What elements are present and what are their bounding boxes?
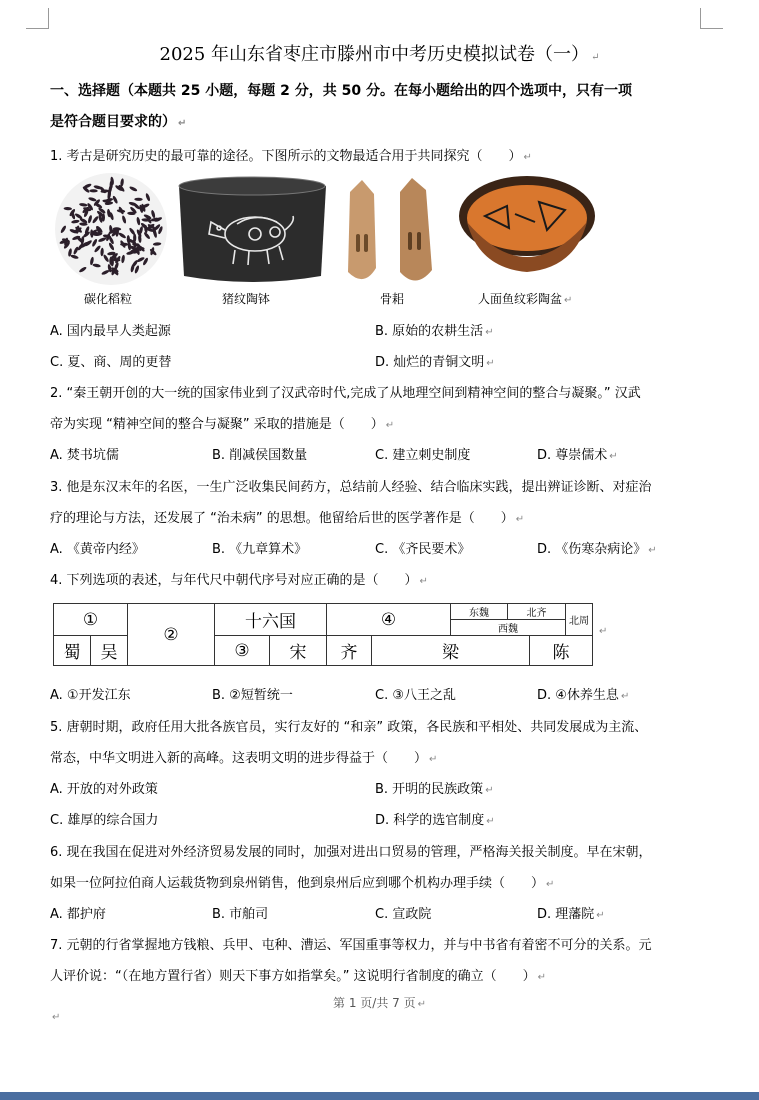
timeline-dongwei: 东魏	[451, 604, 508, 620]
q1-option-c[interactable]: C. 夏、商、周的更替	[50, 355, 172, 370]
timeline-song: 宋	[270, 636, 327, 666]
timeline-qi: 齐	[327, 636, 372, 666]
q3-option-b[interactable]: B. 《九章算术》	[212, 542, 308, 557]
q1-option-d[interactable]: D. 灿烂的青铜文明 ↵	[375, 355, 495, 370]
timeline-xiwei: 西魏	[451, 620, 566, 636]
q3-option-c[interactable]: C. 《齐民要术》	[375, 542, 471, 557]
pig-pattern-pottery-image	[175, 172, 330, 290]
timeline-north-cell	[451, 604, 593, 636]
question-1-stem: 1. 考古是研究历史的最可靠的途径。下图所示的文物最适合用于共同探究（ ） ↵	[50, 149, 532, 164]
table-para-mark: ↵	[599, 626, 608, 637]
question-4-stem: 4. 下列选项的表述，与年代尺中朝代序号对应正确的是（ ） ↵	[50, 573, 428, 588]
timeline-beizhou: 北周	[569, 616, 589, 627]
dynasty-timeline-table	[53, 603, 593, 666]
timeline-marker-2: ②	[128, 604, 215, 666]
q2-option-b[interactable]: B. 削减侯国数量	[212, 448, 308, 463]
window-bottom-bar	[0, 1092, 759, 1100]
timeline-chen: 陈	[530, 636, 593, 666]
timeline-beiqi: 北齐	[508, 604, 566, 620]
human-face-fish-basin-image	[455, 172, 600, 290]
caption-bone-plough: 骨耜	[380, 292, 405, 306]
q1-option-b[interactable]: B. 原始的农耕生活 ↵	[375, 324, 494, 339]
q5-option-c[interactable]: C. 雄厚的综合国力	[50, 813, 159, 828]
q5-option-d[interactable]: D. 科学的选官制度 ↵	[375, 813, 495, 828]
q6-option-b[interactable]: B. 市舶司	[212, 907, 269, 922]
section-heading-cont: 是符合题目要求的） ↵	[50, 114, 187, 130]
q4-option-d[interactable]: D. ④休养生息 ↵	[537, 688, 630, 703]
q6-option-c[interactable]: C. 宣政院	[375, 907, 432, 922]
question-2-line1: 2. “秦王朝开创的大一统的国家伟业到了汉武帝时代,完成了从地理空间到精神空间的整合与凝聚。” 汉武	[50, 386, 641, 401]
q6-option-d[interactable]: D. 理藩院 ↵	[537, 907, 605, 922]
timeline-marker-4: ④	[327, 604, 451, 636]
question-2-line2: 帝为实现 “精神空间的整合与凝聚” 采取的措施是（ ） ↵	[50, 417, 395, 432]
caption-fish-basin: 人面鱼纹彩陶盆 ↵	[478, 292, 573, 306]
timeline-marker-1: ①	[54, 604, 128, 636]
q3-option-a[interactable]: A. 《黄帝内经》	[50, 542, 145, 557]
corner-mark-left	[26, 8, 49, 29]
timeline-shu: 蜀	[54, 636, 91, 666]
q5-option-b[interactable]: B. 开明的民族政策 ↵	[375, 782, 494, 797]
question-7-line1: 7. 元朝的行省掌握地方钱粮、兵甲、屯种、漕运、军国重事等权力，并与中书省有着密不可分的关系。元	[50, 938, 652, 953]
bone-plough-image	[340, 172, 448, 290]
q5-option-a[interactable]: A. 开放的对外政策	[50, 782, 158, 797]
trailing-para-mark: ↵	[52, 1012, 61, 1023]
section-heading: 一、选择题（本题共 25 小题，每题 2 分，共 50 分。在每小题给出的四个选项中，只有一项	[50, 83, 632, 99]
caption-pig-pottery: 猪纹陶钵	[222, 292, 271, 306]
q4-option-a[interactable]: A. ①开发江东	[50, 688, 131, 703]
question-3-line2: 疗的理论与方法，还发展了 “治未病” 的思想。他留给后世的医学著作是（ ） ↵	[50, 511, 525, 526]
question-7-line2: 人评价说：“（在地方置行省）则天下事方如指掌矣。” 这说明行省制度的确立（ ） ↵	[50, 969, 546, 984]
timeline-sixteen-kingdoms: 十六国	[215, 604, 327, 636]
caption-carbonized-rice: 碳化稻粒	[84, 292, 133, 306]
q6-option-a[interactable]: A. 都护府	[50, 907, 106, 922]
timeline-northern-dynasties	[451, 604, 592, 635]
document-title: 2025 年山东省枣庄市滕州市中考历史模拟试卷（一） ↵	[159, 44, 600, 65]
q4-option-b[interactable]: B. ②短暂统一	[212, 688, 293, 703]
q1-option-a[interactable]: A. 国内最早人类起源	[50, 324, 171, 339]
timeline-liang: 梁	[372, 636, 530, 666]
question-5-line1: 5. 唐朝时期，政府任用大批各族官员，实行友好的 “和亲” 政策，各民族和平相处、共同发展成为主流、	[50, 720, 648, 735]
question-6-line1: 6. 现在我国在促进对外经济贸易发展的同时，加强对进出口贸易的管理，严格海关报关制度。早在宋朝，	[50, 845, 652, 860]
q3-option-d[interactable]: D. 《伤寒杂病论》 ↵	[537, 542, 657, 557]
timeline-marker-3: ③	[215, 636, 270, 666]
question-5-line2: 常态，中华文明进入新的高峰。这表明文明的进步得益于（ ） ↵	[50, 751, 438, 766]
carbonized-rice-image	[50, 172, 172, 290]
q2-option-d[interactable]: D. 尊崇儒术 ↵	[537, 448, 618, 463]
q2-option-a[interactable]: A. 焚书坑儒	[50, 448, 119, 463]
timeline-wu: 吴	[91, 636, 128, 666]
q2-option-c[interactable]: C. 建立刺史制度	[375, 448, 471, 463]
corner-mark-right	[700, 8, 723, 29]
page-footer: 第 1 页/共 7 页 ↵	[333, 996, 426, 1010]
question-3-line1: 3. 他是东汉末年的名医，一生广泛收集民间药方，总结前人经验、结合临床实践，提出辨证诊断、对症治	[50, 480, 652, 495]
q4-option-c[interactable]: C. ③八王之乱	[375, 688, 456, 703]
question-6-line2: 如果一位阿拉伯商人运载货物到泉州销售，他到泉州后应到哪个机构办理手续（ ） ↵	[50, 876, 555, 891]
